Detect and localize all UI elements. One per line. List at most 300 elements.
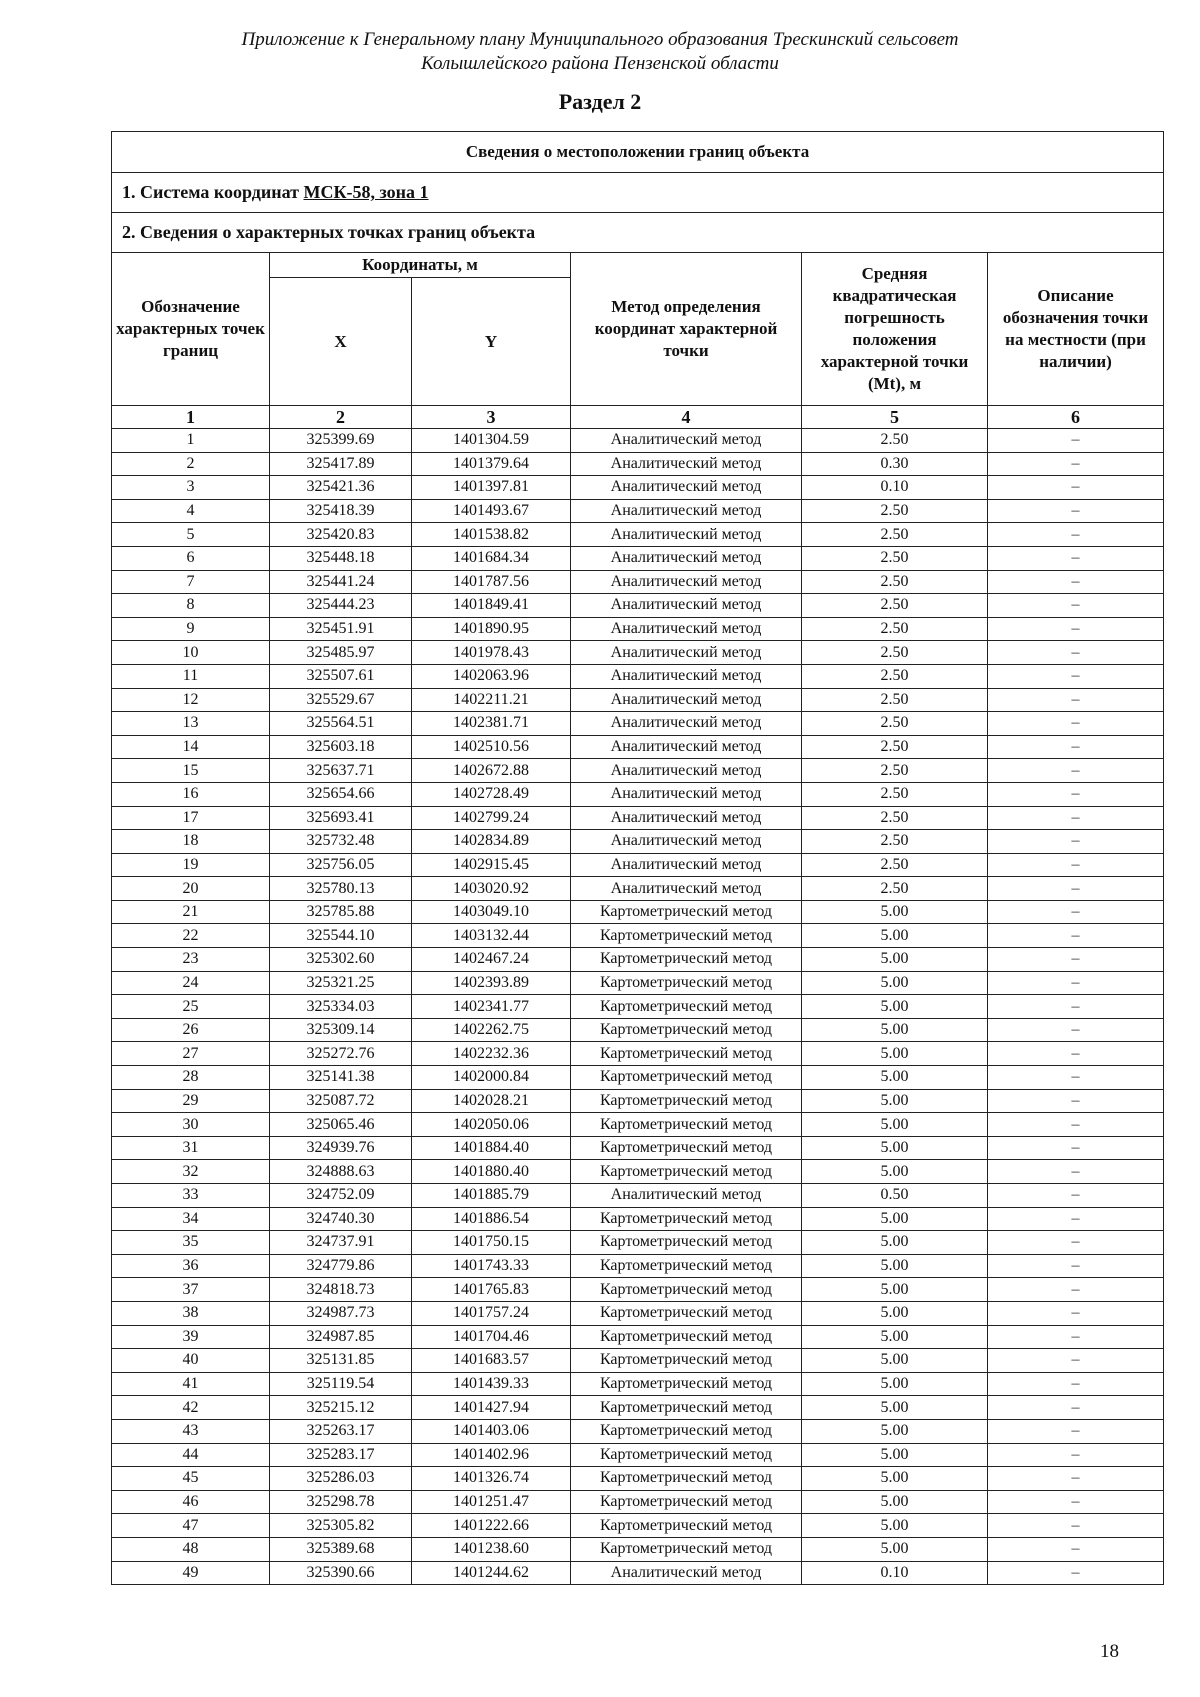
table-row [112,641,1164,665]
x-coordinate-cell: 325302.60 [270,948,412,972]
point-id-cell: 11 [112,664,270,688]
error-cell: 5.00 [802,1042,988,1066]
description-cell: – [988,1066,1164,1090]
error-cell: 2.50 [802,570,988,594]
x-coordinate-cell: 325780.13 [270,877,412,901]
method-cell: Картометрический метод [571,1278,802,1302]
error-cell: 0.10 [802,476,988,500]
error-cell: 5.00 [802,1278,988,1302]
y-coordinate-cell: 1402232.36 [412,1042,571,1066]
table-row [112,971,1164,995]
table-title: Сведения о местоположении границ объекта [112,132,1164,173]
method-cell: Картометрический метод [571,1490,802,1514]
method-cell: Картометрический метод [571,1301,802,1325]
point-id-cell: 49 [112,1561,270,1585]
error-cell: 5.00 [802,1372,988,1396]
y-coordinate-cell: 1401379.64 [412,452,571,476]
y-coordinate-cell: 1401397.81 [412,476,571,500]
description-cell: – [988,948,1164,972]
description-cell: – [988,735,1164,759]
table-row [112,1349,1164,1373]
table-row [112,1419,1164,1443]
y-coordinate-cell: 1402063.96 [412,664,571,688]
point-id-cell: 12 [112,688,270,712]
error-cell: 5.00 [802,1514,988,1538]
table-row [112,1325,1164,1349]
x-coordinate-cell: 324740.30 [270,1207,412,1231]
y-coordinate-cell: 1401787.56 [412,570,571,594]
x-coordinate-cell: 325141.38 [270,1066,412,1090]
point-id-cell: 34 [112,1207,270,1231]
y-coordinate-cell: 1401304.59 [412,429,571,453]
table-row [112,1396,1164,1420]
x-coordinate-cell: 325272.76 [270,1042,412,1066]
table-row [112,1113,1164,1137]
col-header-x: X [270,278,412,406]
x-coordinate-cell: 325334.03 [270,995,412,1019]
description-cell: – [988,1561,1164,1585]
point-id-cell: 40 [112,1349,270,1373]
x-coordinate-cell: 325451.91 [270,617,412,641]
y-coordinate-cell: 1401884.40 [412,1136,571,1160]
column-number: 2 [270,406,412,429]
point-id-cell: 23 [112,948,270,972]
table-row [112,1136,1164,1160]
point-id-cell: 38 [112,1301,270,1325]
x-coordinate-cell: 325420.83 [270,523,412,547]
error-cell: 5.00 [802,1089,988,1113]
point-id-cell: 29 [112,1089,270,1113]
point-id-cell: 1 [112,429,270,453]
point-id-cell: 35 [112,1231,270,1255]
method-cell: Аналитический метод [571,877,802,901]
x-coordinate-cell: 325421.36 [270,476,412,500]
point-id-cell: 21 [112,900,270,924]
description-cell: – [988,1490,1164,1514]
x-coordinate-cell: 325544.10 [270,924,412,948]
table-row [112,452,1164,476]
coord-system-label: 1. Система координат [122,182,304,202]
x-coordinate-cell: 325215.12 [270,1396,412,1420]
y-coordinate-cell: 1402028.21 [412,1089,571,1113]
table-row [112,1537,1164,1561]
x-coordinate-cell: 325418.39 [270,499,412,523]
method-cell: Аналитический метод [571,712,802,736]
error-cell: 2.50 [802,759,988,783]
x-coordinate-cell: 325389.68 [270,1537,412,1561]
description-cell: – [988,476,1164,500]
table-row [112,429,1164,453]
point-id-cell: 31 [112,1136,270,1160]
y-coordinate-cell: 1403020.92 [412,877,571,901]
point-id-cell: 16 [112,782,270,806]
error-cell: 5.00 [802,1018,988,1042]
description-cell: – [988,429,1164,453]
table-row [112,1278,1164,1302]
table-row [112,1066,1164,1090]
method-cell: Картометрический метод [571,1443,802,1467]
error-cell: 2.50 [802,594,988,618]
col-header-coordinates: Координаты, м [270,253,571,278]
error-cell: 5.00 [802,1113,988,1137]
method-cell: Картометрический метод [571,1089,802,1113]
error-cell: 5.00 [802,1467,988,1491]
description-cell: – [988,877,1164,901]
description-cell: – [988,1042,1164,1066]
x-coordinate-cell: 325286.03 [270,1467,412,1491]
y-coordinate-cell: 1401244.62 [412,1561,571,1585]
y-coordinate-cell: 1402728.49 [412,782,571,806]
table-row [112,712,1164,736]
table-row [112,806,1164,830]
error-cell: 5.00 [802,1301,988,1325]
x-coordinate-cell: 325529.67 [270,688,412,712]
x-coordinate-cell: 324752.09 [270,1184,412,1208]
description-cell: – [988,1207,1164,1231]
description-cell: – [988,1514,1164,1538]
point-id-cell: 25 [112,995,270,1019]
table-row [112,688,1164,712]
error-cell: 2.50 [802,830,988,854]
y-coordinate-cell: 1402799.24 [412,806,571,830]
x-coordinate-cell: 324939.76 [270,1136,412,1160]
x-coordinate-cell: 325309.14 [270,1018,412,1042]
method-cell: Картометрический метод [571,1207,802,1231]
description-cell: – [988,688,1164,712]
description-cell: – [988,523,1164,547]
method-cell: Аналитический метод [571,499,802,523]
description-cell: – [988,546,1164,570]
point-id-cell: 27 [112,1042,270,1066]
col-header-y: Y [412,278,571,406]
x-coordinate-cell: 325087.72 [270,1089,412,1113]
table-row [112,1301,1164,1325]
description-cell: – [988,1537,1164,1561]
method-cell: Картометрический метод [571,1514,802,1538]
x-coordinate-cell: 325732.48 [270,830,412,854]
point-id-cell: 15 [112,759,270,783]
error-cell: 5.00 [802,995,988,1019]
table-row [112,1561,1164,1585]
error-cell: 0.10 [802,1561,988,1585]
description-cell: – [988,1231,1164,1255]
y-coordinate-cell: 1401880.40 [412,1160,571,1184]
method-cell: Аналитический метод [571,806,802,830]
table-row [112,877,1164,901]
description-cell: – [988,1184,1164,1208]
y-coordinate-cell: 1401238.60 [412,1537,571,1561]
description-cell: – [988,570,1164,594]
error-cell: 2.50 [802,523,988,547]
description-cell: – [988,782,1164,806]
error-cell: 5.00 [802,1537,988,1561]
header-line-2: Колышлейского района Пензенской области [421,53,779,74]
error-cell: 5.00 [802,924,988,948]
y-coordinate-cell: 1402915.45 [412,853,571,877]
description-cell: – [988,1372,1164,1396]
method-cell: Аналитический метод [571,546,802,570]
y-coordinate-cell: 1401886.54 [412,1207,571,1231]
point-id-cell: 13 [112,712,270,736]
table-row [112,1184,1164,1208]
y-coordinate-cell: 1401683.57 [412,1349,571,1373]
point-id-cell: 41 [112,1372,270,1396]
point-id-cell: 10 [112,641,270,665]
table-row [112,1160,1164,1184]
error-cell: 2.50 [802,782,988,806]
point-id-cell: 36 [112,1254,270,1278]
error-cell: 5.00 [802,1207,988,1231]
y-coordinate-cell: 1402672.88 [412,759,571,783]
description-cell: – [988,641,1164,665]
column-number: 1 [112,406,270,429]
error-cell: 2.50 [802,853,988,877]
point-id-cell: 45 [112,1467,270,1491]
point-id-cell: 18 [112,830,270,854]
point-id-cell: 4 [112,499,270,523]
section-title: Раздел 2 [558,89,642,114]
page-number: 18 [1100,1641,1119,1662]
x-coordinate-cell: 325564.51 [270,712,412,736]
method-cell: Аналитический метод [571,594,802,618]
method-cell: Картометрический метод [571,1160,802,1184]
error-cell: 5.00 [802,1254,988,1278]
error-cell: 2.50 [802,546,988,570]
error-cell: 5.00 [802,1396,988,1420]
description-cell: – [988,1018,1164,1042]
description-cell: – [988,1443,1164,1467]
x-coordinate-cell: 325390.66 [270,1561,412,1585]
point-id-cell: 7 [112,570,270,594]
point-id-cell: 5 [112,523,270,547]
method-cell: Картометрический метод [571,1419,802,1443]
col-header-error: Средняя квадратическая погрешность положения характерной точки (Mt), м [802,253,988,406]
point-id-cell: 39 [112,1325,270,1349]
y-coordinate-cell: 1401978.43 [412,641,571,665]
y-coordinate-cell: 1401403.06 [412,1419,571,1443]
y-coordinate-cell: 1402050.06 [412,1113,571,1137]
method-cell: Аналитический метод [571,570,802,594]
x-coordinate-cell: 325785.88 [270,900,412,924]
point-id-cell: 22 [112,924,270,948]
point-id-cell: 2 [112,452,270,476]
method-cell: Аналитический метод [571,1184,802,1208]
method-cell: Картометрический метод [571,1396,802,1420]
error-cell: 5.00 [802,971,988,995]
point-id-cell: 46 [112,1490,270,1514]
method-cell: Картометрический метод [571,1231,802,1255]
point-id-cell: 3 [112,476,270,500]
point-id-cell: 44 [112,1443,270,1467]
table-row [112,523,1164,547]
y-coordinate-cell: 1401704.46 [412,1325,571,1349]
coord-system-value: МСК-58, зона 1 [303,182,429,202]
x-coordinate-cell: 325065.46 [270,1113,412,1137]
description-cell: – [988,1160,1164,1184]
x-coordinate-cell: 325448.18 [270,546,412,570]
x-coordinate-cell: 325444.23 [270,594,412,618]
description-cell: – [988,1278,1164,1302]
point-id-cell: 48 [112,1537,270,1561]
description-cell: – [988,924,1164,948]
description-cell: – [988,1419,1164,1443]
method-cell: Картометрический метод [571,1066,802,1090]
column-number: 4 [571,406,802,429]
y-coordinate-cell: 1402834.89 [412,830,571,854]
table-row [112,1042,1164,1066]
description-cell: – [988,853,1164,877]
table-row [112,476,1164,500]
error-cell: 5.00 [802,1231,988,1255]
y-coordinate-cell: 1401251.47 [412,1490,571,1514]
description-cell: – [988,1089,1164,1113]
coord-system-row [112,173,1164,213]
error-cell: 2.50 [802,429,988,453]
method-cell: Картометрический метод [571,995,802,1019]
y-coordinate-cell: 1402211.21 [412,688,571,712]
point-id-cell: 33 [112,1184,270,1208]
method-cell: Аналитический метод [571,830,802,854]
method-cell: Картометрический метод [571,1467,802,1491]
error-cell: 2.50 [802,617,988,641]
table-row [112,948,1164,972]
boundary-points-table [111,131,1164,1585]
table-row [112,782,1164,806]
method-cell: Аналитический метод [571,641,802,665]
x-coordinate-cell: 325417.89 [270,452,412,476]
error-cell: 2.50 [802,688,988,712]
y-coordinate-cell: 1402341.77 [412,995,571,1019]
error-cell: 2.50 [802,712,988,736]
y-coordinate-cell: 1402381.71 [412,712,571,736]
y-coordinate-cell: 1402393.89 [412,971,571,995]
method-cell: Картометрический метод [571,1325,802,1349]
x-coordinate-cell: 324888.63 [270,1160,412,1184]
error-cell: 5.00 [802,1490,988,1514]
method-cell: Аналитический метод [571,1561,802,1585]
method-cell: Аналитический метод [571,782,802,806]
x-coordinate-cell: 325507.61 [270,664,412,688]
table-row [112,1089,1164,1113]
method-cell: Картометрический метод [571,1113,802,1137]
description-cell: – [988,1396,1164,1420]
method-cell: Аналитический метод [571,853,802,877]
error-cell: 2.50 [802,641,988,665]
table-row [112,1372,1164,1396]
x-coordinate-cell: 325654.66 [270,782,412,806]
error-cell: 2.50 [802,806,988,830]
method-cell: Картометрический метод [571,1349,802,1373]
point-id-cell: 8 [112,594,270,618]
method-cell: Аналитический метод [571,523,802,547]
x-coordinate-cell: 325321.25 [270,971,412,995]
y-coordinate-cell: 1401439.33 [412,1372,571,1396]
x-coordinate-cell: 325119.54 [270,1372,412,1396]
y-coordinate-cell: 1403132.44 [412,924,571,948]
error-cell: 2.50 [802,735,988,759]
y-coordinate-cell: 1402467.24 [412,948,571,972]
error-cell: 2.50 [802,499,988,523]
x-coordinate-cell: 325441.24 [270,570,412,594]
x-coordinate-cell: 324987.85 [270,1325,412,1349]
description-cell: – [988,759,1164,783]
y-coordinate-cell: 1401684.34 [412,546,571,570]
method-cell: Картометрический метод [571,1136,802,1160]
table-row [112,924,1164,948]
y-coordinate-cell: 1401402.96 [412,1443,571,1467]
point-id-cell: 20 [112,877,270,901]
point-id-cell: 17 [112,806,270,830]
error-cell: 2.50 [802,664,988,688]
method-cell: Картометрический метод [571,1537,802,1561]
column-number-row [112,406,1164,429]
y-coordinate-cell: 1401849.41 [412,594,571,618]
x-coordinate-cell: 324779.86 [270,1254,412,1278]
y-coordinate-cell: 1401885.79 [412,1184,571,1208]
method-cell: Аналитический метод [571,688,802,712]
method-cell: Аналитический метод [571,452,802,476]
x-coordinate-cell: 325263.17 [270,1419,412,1443]
description-cell: – [988,594,1164,618]
method-cell: Аналитический метод [571,759,802,783]
x-coordinate-cell: 325485.97 [270,641,412,665]
point-id-cell: 24 [112,971,270,995]
table-row [112,499,1164,523]
table-row [112,1231,1164,1255]
error-cell: 5.00 [802,1349,988,1373]
table-row [112,664,1164,688]
method-cell: Картометрический метод [571,1372,802,1396]
y-coordinate-cell: 1401538.82 [412,523,571,547]
point-id-cell: 28 [112,1066,270,1090]
description-cell: – [988,1301,1164,1325]
y-coordinate-cell: 1401222.66 [412,1514,571,1538]
table-row [112,1514,1164,1538]
description-cell: – [988,971,1164,995]
table-row [112,617,1164,641]
description-cell: – [988,1136,1164,1160]
point-id-cell: 6 [112,546,270,570]
table-row [112,830,1164,854]
description-cell: – [988,452,1164,476]
description-cell: – [988,1349,1164,1373]
table-row [112,1254,1164,1278]
description-cell: – [988,499,1164,523]
method-cell: Аналитический метод [571,735,802,759]
x-coordinate-cell: 325693.41 [270,806,412,830]
point-id-cell: 30 [112,1113,270,1137]
description-cell: – [988,712,1164,736]
table-row [112,570,1164,594]
x-coordinate-cell: 325131.85 [270,1349,412,1373]
y-coordinate-cell: 1401750.15 [412,1231,571,1255]
method-cell: Картометрический метод [571,948,802,972]
x-coordinate-cell: 325756.05 [270,853,412,877]
description-cell: – [988,1113,1164,1137]
method-cell: Картометрический метод [571,1018,802,1042]
description-cell: – [988,617,1164,641]
y-coordinate-cell: 1401757.24 [412,1301,571,1325]
y-coordinate-cell: 1403049.10 [412,900,571,924]
method-cell: Аналитический метод [571,429,802,453]
table-row [112,1443,1164,1467]
col-header-description: Описание обозначения точки на местности (при наличии) [988,253,1164,406]
x-coordinate-cell: 325637.71 [270,759,412,783]
y-coordinate-cell: 1402262.75 [412,1018,571,1042]
error-cell: 2.50 [802,877,988,901]
table-row [112,995,1164,1019]
x-coordinate-cell: 324737.91 [270,1231,412,1255]
